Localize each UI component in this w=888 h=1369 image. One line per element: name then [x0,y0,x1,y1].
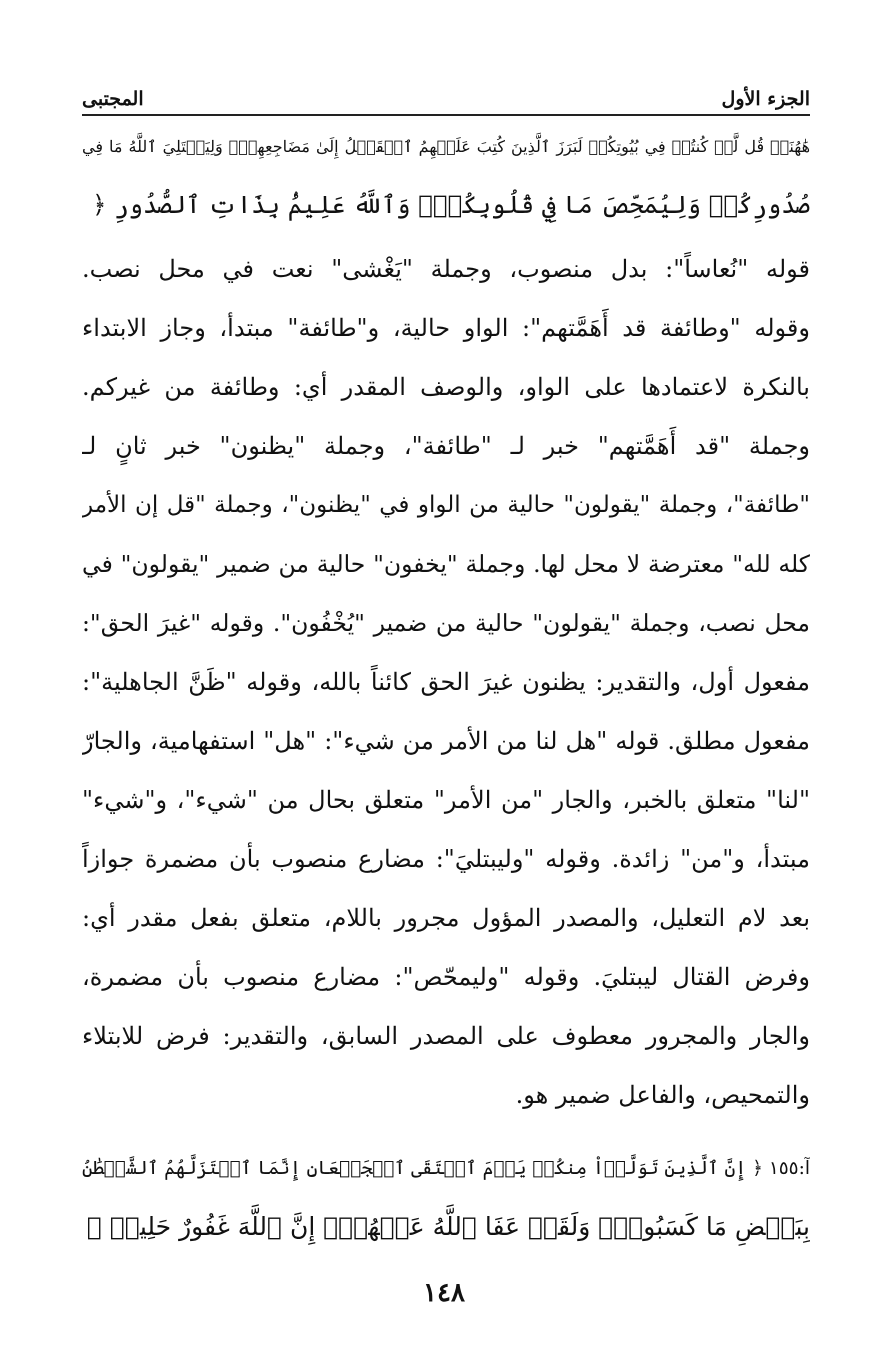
commentary-text [82,240,810,1125]
commentary-line: بالنكرة لاعتمادها على الواو، والوصف المقدر أي: وطائفة من غيركم. [82,373,810,401]
commentary-line: قوله "نُعاساً": بدل منصوب، وجملة "يَغْشى" نعت في محل نصب. [82,255,810,283]
commentary-line: مبتدأ، و"من" زائدة. وقوله "وليبتليَ": مضارع منصوب بأن مضمرة جوازاً [82,845,810,873]
verse-line: صُدُورِكُمۡ وَلِيُمَحِّصَ مَا فِي قُلُوبِكُمۡۚ وَٱللَّهُ عَلِيمُۢ بِذَاتِ ٱلصُّدُورِ ﴿ [92,190,810,219]
commentary-line: مفعول أول، والتقدير: يظنون غيرَ الحق كائناً بالله، وقوله "ظَنَّ الجاهلية": [82,668,810,696]
commentary-line: مفعول مطلق. قوله "هل لنا من الأمر من شيء": "هل" استفهامية، والجارّ [82,727,810,755]
commentary-line: "لنا" متعلق بالخبر، والجار "من الأمر" متعلق بحال من "شيء"، و"شيء" [82,786,810,814]
commentary-line: محل نصب، وجملة "يقولون" حالية من ضمير "يُخْفُون". وقوله "غيرَ الحق": [82,609,810,637]
verse-line: آ:١٥٥ ﴿ إِنَّ ٱلَّذِينَ تَوَلَّوۡاْ مِنكُمۡ يَوۡمَ ٱلۡتَقَى ٱلۡجَمۡعَانِ إِنَّمَا ٱسۡتَزَلَّهُمُ ٱلشَّيۡطَٰنُ [82,1158,810,1179]
verse-line: بِبَعۡضِ مَا كَسَبُواْۖ وَلَقَدۡ عَفَا ٱللَّهُ عَنۡهُمۡۗ إِنَّ ٱللَّهَ غَفُورٌ حَلِيمٞ ﴿ [86,1212,810,1241]
commentary-line: وفرض القتال ليبتليَ. وقوله "وليمحّص": مضارع منصوب بأن مضمرة، [82,963,810,991]
commentary-line: والتمحيص، والفاعل ضمير هو. [515,1081,810,1109]
commentary-line: وجملة "قد أَهَمَّتهم" خبر لـ "طائفة"، وجملة "يظنون" خبر ثانٍ لـ [82,432,810,460]
quran-verse-bottom [82,1140,810,1256]
verse-line: هَٰهُنَاۗ قُل لَّوۡ كُنتُمۡ فِي بُيُوتِكُمۡ لَبَرَزَ ٱلَّذِينَ كُتِبَ عَلَيۡهِمُ ٱلۡقَتۡلُ إِلَىٰ مَضَاجِعِهِمۡۖ وَلِيَبۡتَلِيَ ٱللَّهُ مَا فِي [82,137,810,156]
commentary-line: والجار والمجرور معطوف على المصدر السابق، والتقدير: فرض للابتلاء [82,1022,810,1050]
page-number: ١٤٨ [423,1278,465,1308]
commentary-line: كله لله" معترضة لا محل لها. وجملة "يخفون" حالية من ضمير "يقولون" في [82,550,810,578]
commentary-line: "طائفة"، وجملة "يقولون" حالية من الواو في "يظنون"، وجملة "قل إن الأمر [82,492,810,518]
running-header [82,86,810,116]
header-rule [82,114,810,116]
header-part: الجزء الأول [721,88,810,110]
commentary-line: وقوله "وطائفة قد أَهَمَّتهم": الواو حالية، و"طائفة" مبتدأ، وجاز الابتداء [82,314,810,342]
header-book-title: المجتبى [82,88,144,110]
commentary-line: بعد لام التعليل، والمصدر المؤول مجرور باللام، متعلق بفعل مقدر أي: [82,904,810,932]
quran-verse-top [82,118,810,234]
